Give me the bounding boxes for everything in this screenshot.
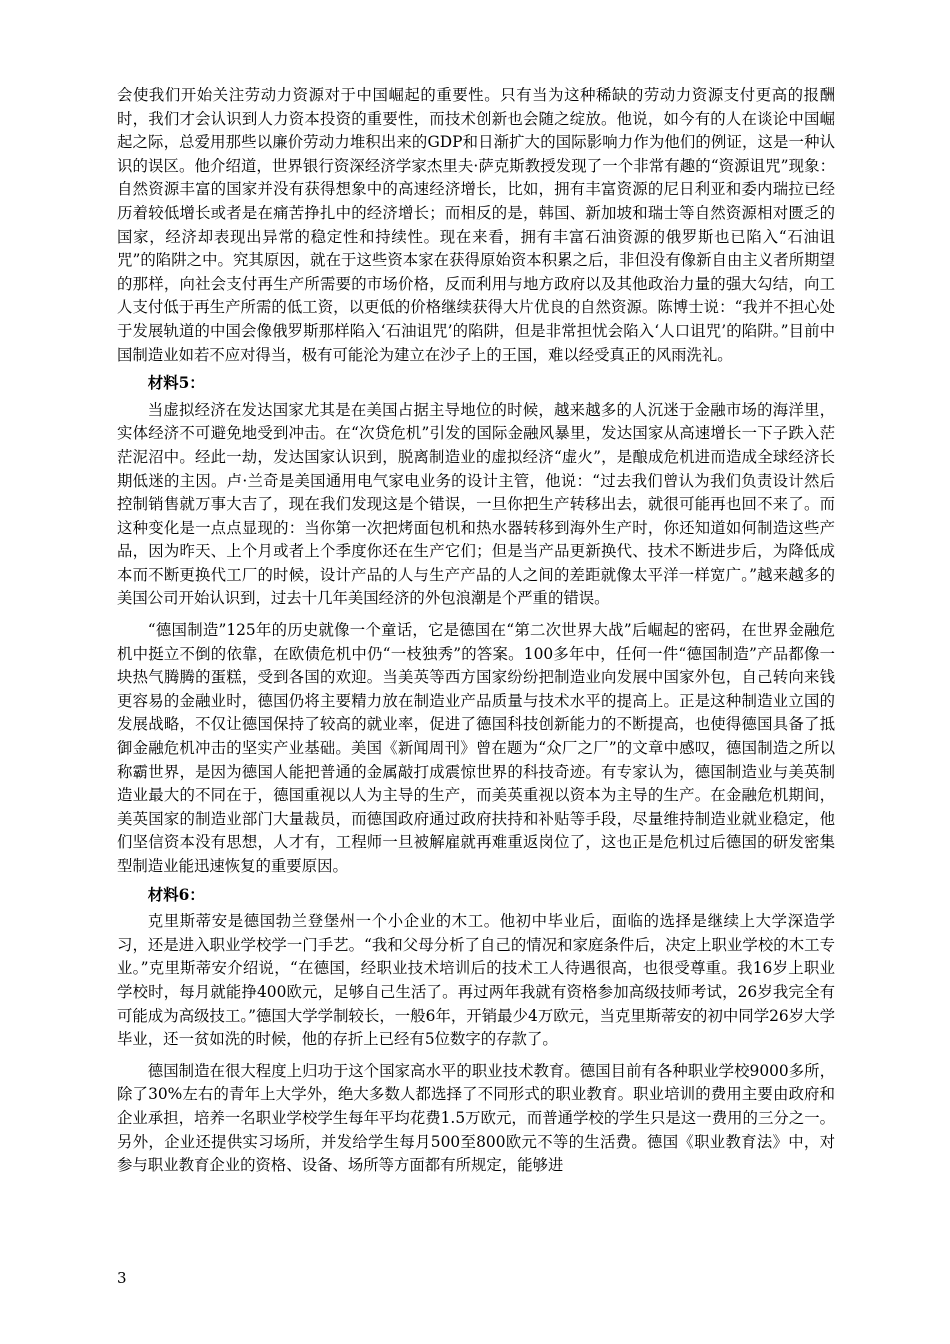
paragraph-resource-curse: 会使我们开始关注劳动力资源对于中国崛起的重要性。只有当为这种稀缺的劳动力资源支付更高的报酬时，我们才会认识到人力资本投资的重要性，而技术创新也会随之绽放。他说，如今有的人在谈论中国崛起之际，总爱用那些以廉价劳动力堆积出来的GDP和日渐扩大的国际影响力作为他们的例证，这是一种认识的误区。他介绍道，世界银行资深经济学家杰里夫·萨克斯教授发现了一个非常有趣的“资源诅咒”现象：自然资源丰富的国家并没有获得想象中的高速经济增长，比如，拥有丰富资源的尼日利亚和委内瑞拉已经历着较低增长或者是在痛苦挣扎中的经济增长；而相反的是，韩国、新加坡和瑞士等自然资源相对匮乏的国家，经济却表现出异常的稳定性和持续性。现在来看，拥有丰富石油资源的俄罗斯也已陷入“石油诅咒”的陷阱之中。究其原因，就在于这些资本家在获得原始资本积累之后，非但没有像新自由主义者所期望的那样，向社会支付再生产所需要的市场价格，反而利用与地方政府以及其他政治力量的强大勾结，向工人支付低于再生产所需的低工资，以更低的价格继续获得大片优良的自然资源。陈博士说：“我并不担心处于发展轨道的中国会像俄罗斯那样陷入‘石油诅咒’的陷阱，但是非常担忧会陷入‘人口诅咒’的陷阱。”目前中国制造业如若不应对得当，极有可能沦为建立在沙子上的王国，难以经受真正的风雨洗礼。 xyxy=(117,86,835,364)
paragraph-vocational-education: 德国制造在很大程度上归功于这个国家高水平的职业技术教育。德国目前有各种职业学校9000多所，除了30%左右的青年上大学外，绝大多数人都选择了不同形式的职业教育。职业培训的费用主要由政府和企业承担，培养一名职业学校学生每年平均花费1.5万欧元，而普通学校的学生只是这一费用的三分之一。另外，企业还提供实习场所，并发给学生每月500至800欧元不等的生活费。德国《职业教育法》中，对参与职业教育企业的资格、设备、场所等方面都有所规定，能够进 xyxy=(117,1061,835,1175)
paragraph-virtual-economy: 当虚拟经济在发达国家尤其是在美国占据主导地位的时候，越来越多的人沉迷于金融市场的海洋里，实体经济不可避免地受到冲击。在“次贷危机”引发的国际金融风暴里，发达国家从高速增长一下子跌入茫茫泥沼中。经此一劫，发达国家认识到，脱离制造业的虚拟经济“虚火”，是酿成危机进而造成全球经济长期低迷的主因。卢·兰奇是美国通用电气家电业务的设计主管，他说：“过去我们曾认为我们负责设计然后控制销售就万事大吉了，现在我们发现这是个错误，一旦你把生产转移出去，就很可能再也回不来了。而这种变化是一点点显现的：当你第一次把烤面包机和热水器转移到海外生产时，你还知道如何制造这些产品，因为昨天、上个月或者上个季度你还在生产它们；但是当产品更新换代、技术不断进步后，为降低成本而不断更换代工厂的时候，设计产品的人与生产产品的人之间的差距就像太平洋一样宽广。”越来越多的美国公司开始认识到，过去十几年美国经济的外包浪潮是个严重的错误。 xyxy=(117,400,835,608)
heading-material-6: 材料6： xyxy=(147,885,205,904)
document-page xyxy=(117,84,835,1178)
paragraph-christian-carpenter: 克里斯蒂安是德国勃兰登堡州一个小企业的木工。他初中毕业后，面临的选择是继续上大学深造学习，还是进入职业学校学一门手艺。“我和父母分析了自己的情况和家庭条件后，决定上职业学校的木工专业。”克里斯蒂安介绍说，“在德国，经职业技术培训后的技术工人待遇很高，也很受尊重。我16岁上职业学校时，每月就能挣400欧元，足够自己生活了。再过两年我就有资格参加高级技师考试，26岁我完全有可能成为高级技工。”德国大学学制较长，一般6年，开销最少4万欧元，当克里斯蒂安的初中同学26岁大学毕业，还一贫如洗的时候，他的存折上已经有5位数字的存款了。 xyxy=(117,912,835,1049)
paragraph-made-in-germany: “德国制造”125年的历史就像一个童话，它是德国在“第二次世界大战”后崛起的密码，在世界金融危机中挺立不倒的依靠，在欧债危机中仍“一枝独秀”的答案。100多年中，任何一件“德国制造”产品都像一块热气腾腾的蛋糕，受到各国的欢迎。当美英等西方国家纷纷把制造业向发展中国家外包，自己转向来钱更容易的金融业时，德国仍将主要精力放在制造业产品质量与技术水平的提高上。正是这种制造业立国的发展战略，不仅让德国保持了较高的就业率，促进了德国科技创新能力的不断提高，也使得德国具备了抵御金融危机冲击的坚实产业基础。美国《新闻周刊》曾在题为“众厂之厂”的文章中感叹，德国制造之所以称霸世界，是因为德国人能把普通的金属敲打成震惊世界的科技奇迹。有专家认为，德国制造业与美英制造业最大的不同在于，德国重视以人为主导的生产，而美英重视以资本为主导的生产。在金融危机期间，美英国家的制造业部门大量裁员，而德国政府通过政府扶持和补贴等手段，尽量维持制造业就业稳定，他们坚信资本没有思想，人才有，工程师一旦被解雇就再难重返岗位了，这也正是危机过后德国的研发密集型制造业能迅速恢复的重要原因。 xyxy=(117,621,835,875)
page-number: 3 xyxy=(117,1269,127,1287)
heading-material-5: 材料5： xyxy=(147,374,205,393)
